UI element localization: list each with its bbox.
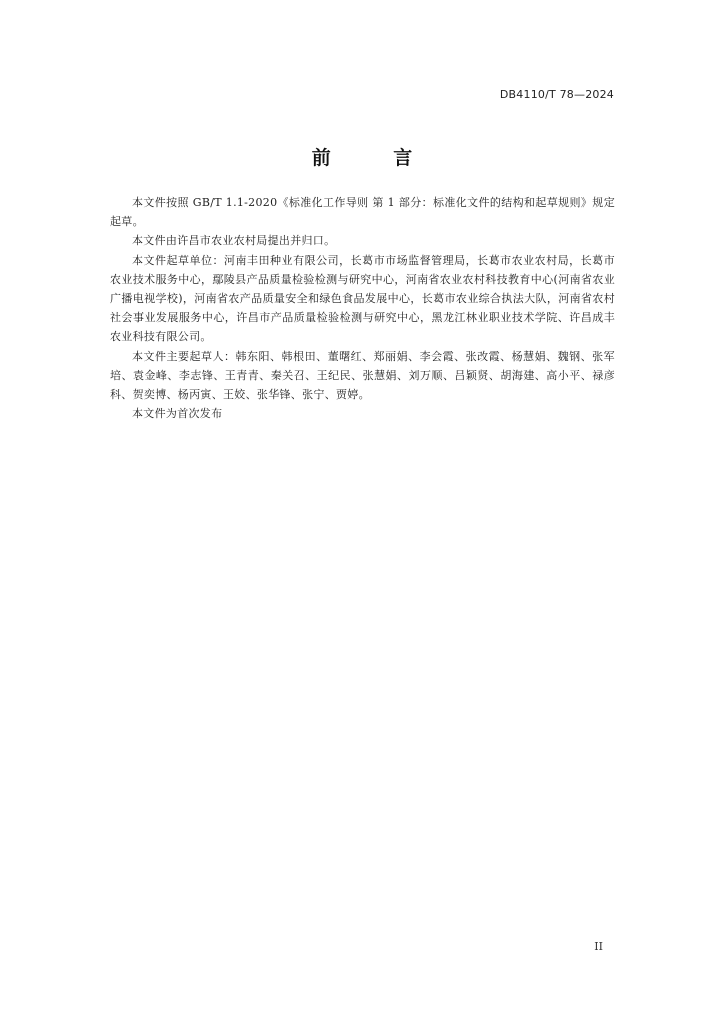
paragraph-drafting-rules: 本文件按照 GB/T 1.1-2020《标准化工作导则 第 1 部分：标准化文件的结构和起草规则》规定起草。 [110,196,615,229]
document-code: DB4110/T 78—2024 [499,88,614,101]
foreword-body [110,193,615,423]
paragraph-proposer: 本文件由许昌市农业农村局提出并归口。 [132,234,336,248]
paragraph-drafting-units: 本文件起草单位：河南丰田种业有限公司，长葛市市场监督管理局，长葛市农业农村局，长葛市农业技术服务中心，鄢陵县产品质量检验检测与研究中心，河南省农业农村科技教育中心(河南省农业广播电视学校)，河南省农产品质量安全和绿色食品发展中心，长葛市农业综合执法大队，河南省农村社会事业发展服务中心，许昌市产品质量检验检测与研究中心，黑龙江林业职业技术学院、许昌成丰农业科技有限公司。 [110,253,615,344]
page-number: II [594,940,603,953]
paragraph-main-drafters: 本文件主要起草人：韩东阳、韩根田、董曙红、郑丽娟、李会霞、张改霞、杨慧娟、魏钢、张军培、袁金峰、李志锋、王青青、秦关召、王纪民、张慧娟、刘万顺、吕颖贤、胡海建、高小平、禄彦科、贺奕博、杨丙寅、王姣、张华锋、张宁、贾婷。 [110,349,615,402]
paragraph-first-release: 本文件为首次发布 [132,407,223,421]
page-title: 前 言 [311,147,441,169]
